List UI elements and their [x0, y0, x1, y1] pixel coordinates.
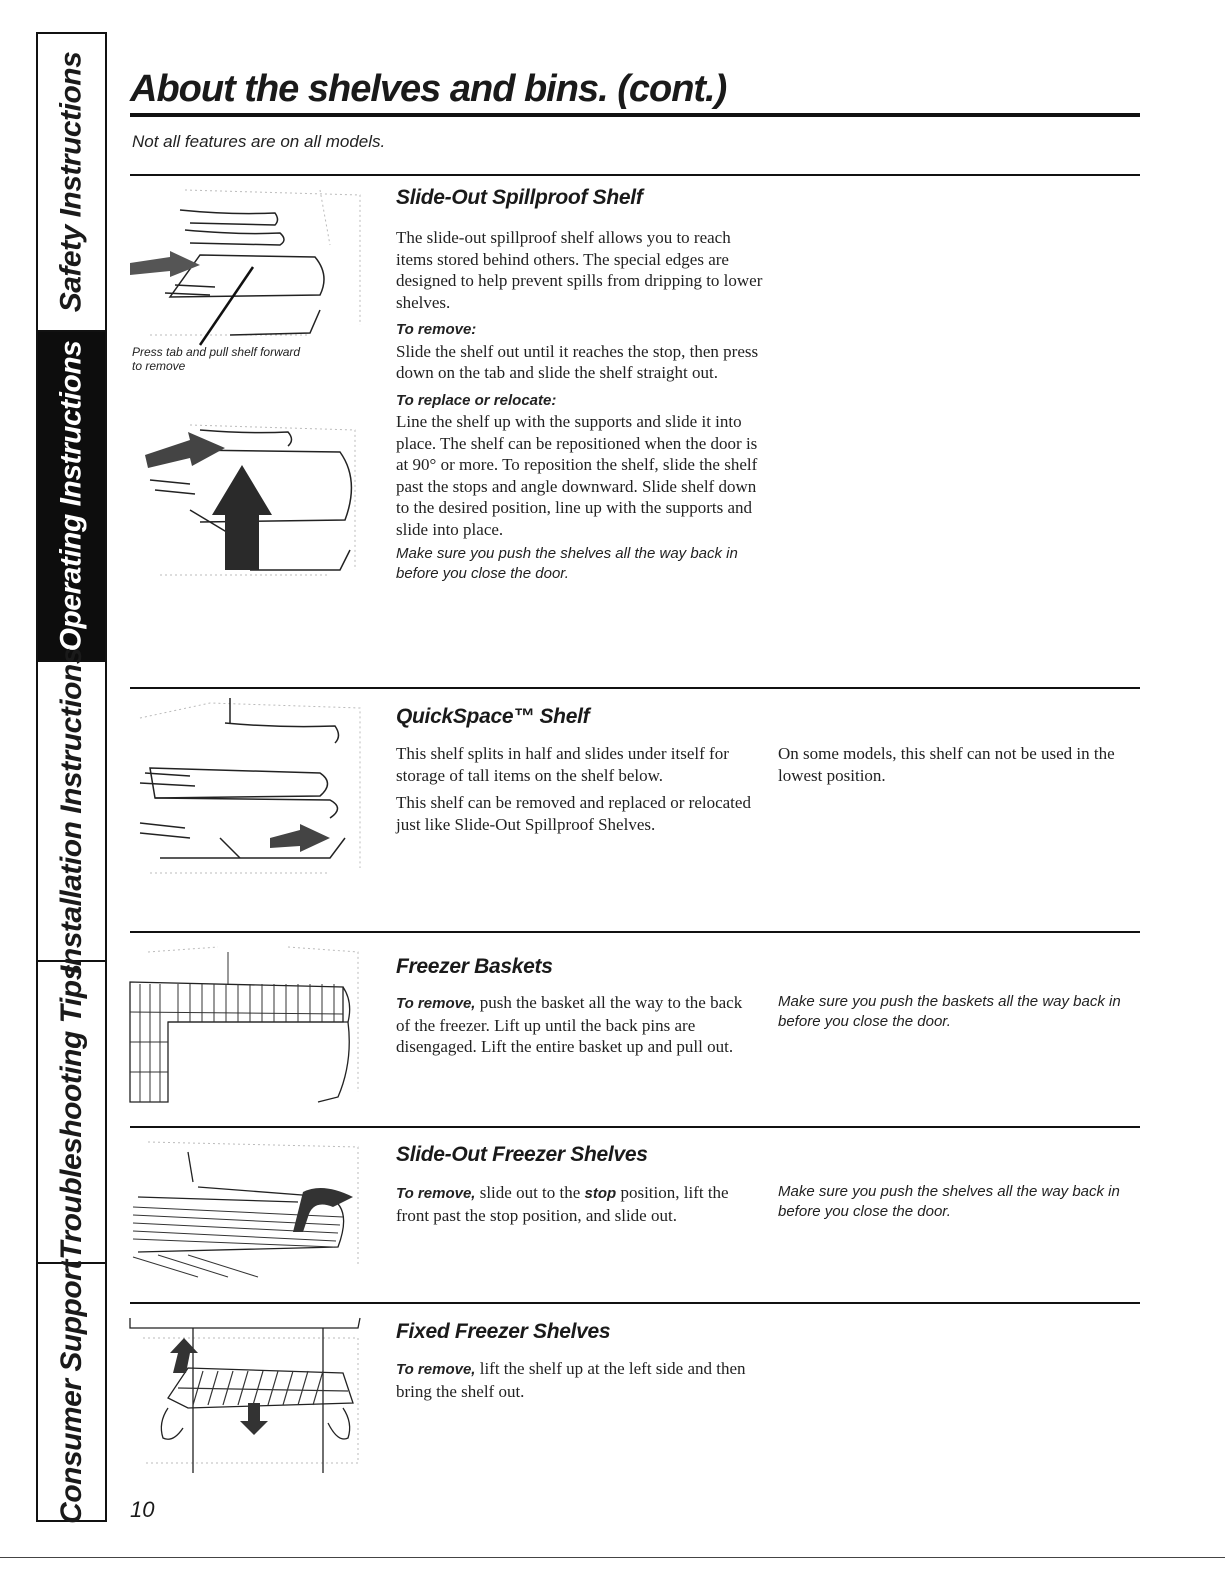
- slideout-freezer-remove-label: To remove,: [396, 1185, 476, 1202]
- freezer-baskets-note: Make sure you push the baskets all the way back in before you close the door.: [778, 993, 1121, 1030]
- section-divider: [130, 931, 1140, 933]
- tab-consumer-support[interactable]: Consumer Support: [54, 1260, 88, 1524]
- quickspace-heading: QuickSpace™ Shelf: [396, 705, 590, 728]
- slideout-freezer-body: [396, 1182, 756, 1226]
- slideout-freezer-shelf-illustration: [128, 1137, 368, 1282]
- spillproof-replace-text: Line the shelf up with the supports and slide it into place. The shelf can be repositioned when the door is at 90° or more. To reposition the shelf, slide the shelf past the stops and angle downward. Slide shelf down to the desired position, line up with the supports and slide into place.: [396, 412, 758, 539]
- quickspace-text-2: This shelf can be removed and replaced or relocated just like Slide-Out Spillproof Shelves.: [396, 793, 751, 834]
- section-divider: [130, 174, 1140, 176]
- freezer-baskets-heading: Freezer Baskets: [396, 955, 553, 978]
- fixed-freezer-shelf-illustration: [128, 1313, 368, 1478]
- fixed-freezer-text: lift the shelf up at the left side and then bring the shelf out.: [396, 1359, 746, 1401]
- page-number: 10: [130, 1497, 155, 1522]
- slideout-freezer-text-b: position, lift the front past the stop position, and slide out.: [396, 1183, 729, 1225]
- fixed-freezer-heading: Fixed Freezer Shelves: [396, 1320, 611, 1343]
- quickspace-text-1: This shelf splits in half and slides under itself for storage of tall items on the shelf below.: [396, 744, 729, 785]
- spillproof-intro: The slide-out spillproof shelf allows you to reach items stored behind others. The special edges are designed to help prevent spills from dripping to lower shelves.: [396, 228, 763, 312]
- page-bottom-rule: [0, 1557, 1225, 1558]
- fixed-freezer-remove-label: To remove,: [396, 1361, 476, 1378]
- title-divider: [130, 113, 1140, 117]
- spillproof-heading: Slide-Out Spillproof Shelf: [396, 186, 643, 209]
- freezer-baskets-text: push the basket all the way to the back of the freezer. Lift up until the back pins are disengaged. Lift the entire basket up and pull out.: [396, 993, 743, 1056]
- section-divider: [130, 687, 1140, 689]
- tab-installation-instructions[interactable]: Installation Instructions: [38, 662, 105, 962]
- slideout-freezer-text-a: slide out to the: [479, 1183, 581, 1202]
- spillproof-remove-text: Slide the shelf out until it reaches the stop, then press down on the tab and slide the shelf straight out.: [396, 341, 759, 382]
- fixed-freezer-body: [396, 1358, 756, 1402]
- spillproof-replace-label: To replace or relocate:: [396, 391, 557, 409]
- quickspace-side-text: On some models, this shelf can not be used in the lowest position.: [778, 744, 1115, 785]
- slideout-freezer-heading: Slide-Out Freezer Shelves: [396, 1143, 648, 1166]
- quickspace-shelf-illustration: [130, 698, 370, 878]
- spillproof-note: Make sure you push the shelves all the way back in before you close the door.: [396, 545, 738, 582]
- freezer-basket-illustration: [128, 942, 368, 1107]
- tab-safety-instructions[interactable]: Safety Instructions: [38, 34, 105, 332]
- section-divider: [130, 1126, 1140, 1128]
- spillproof-remove-label: To remove:: [396, 321, 477, 338]
- quickspace-body: [396, 743, 751, 835]
- slideout-freezer-stop-label: stop: [584, 1185, 617, 1202]
- page-subtitle: Not all features are on all models.: [132, 132, 386, 151]
- tab-operating-instructions[interactable]: Operating Instructions: [38, 332, 105, 662]
- page-title: About the shelves and bins. (cont.): [130, 68, 727, 110]
- spillproof-body: [396, 227, 766, 584]
- freezer-baskets-remove-label: To remove,: [396, 995, 476, 1012]
- section-tab-bar: [36, 32, 107, 1522]
- freezer-baskets-body: [396, 992, 756, 1058]
- spillproof-shelf-remove-illustration: [130, 185, 370, 350]
- section-divider: [130, 1302, 1140, 1304]
- slideout-freezer-note: Make sure you push the shelves all the way back in before you close the door.: [778, 1183, 1120, 1220]
- tab-troubleshooting-tips[interactable]: Troubleshooting Tips: [38, 962, 105, 1264]
- spillproof-illustration-caption: Press tab and pull shelf forward to remove: [132, 345, 301, 373]
- spillproof-shelf-replace-illustration: [130, 420, 370, 585]
